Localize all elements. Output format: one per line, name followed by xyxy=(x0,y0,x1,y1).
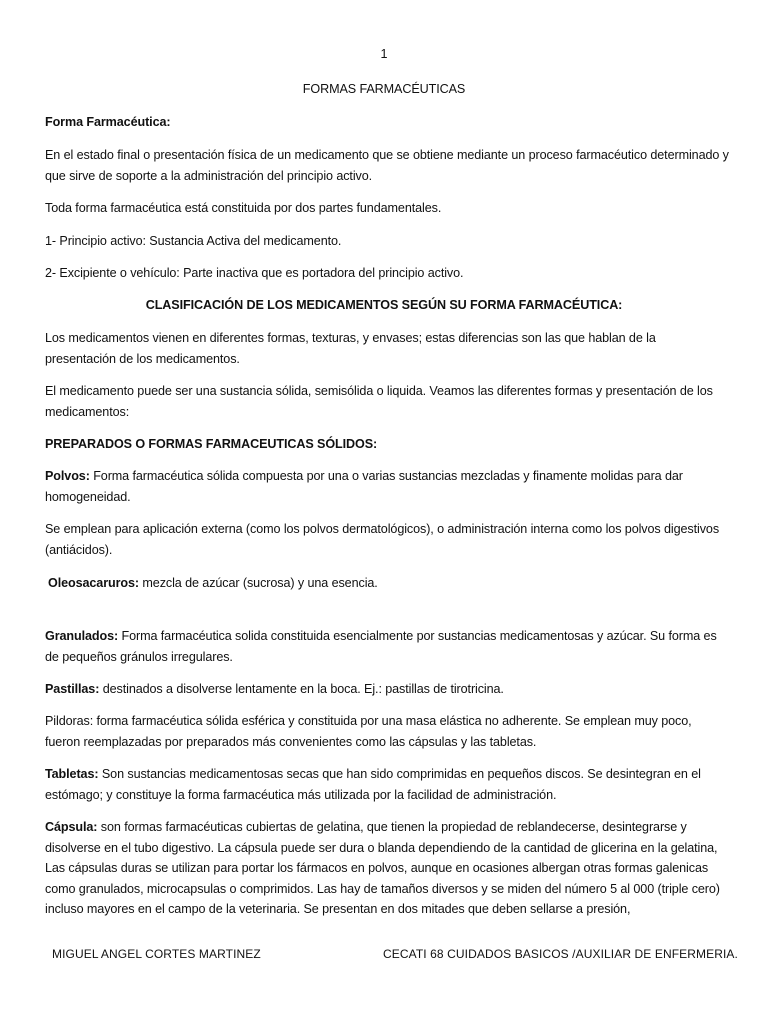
granulados-label: Granulados: xyxy=(45,629,119,643)
classification-heading: CLASIFICACIÓN DE LOS MEDICAMENTOS SEGÚN SU FORMA FARMACÉUTICA: xyxy=(145,298,623,312)
part-two: 2- Excipiente o vehículo: Parte inactiva que es portadora del principio activo. xyxy=(45,266,464,280)
pastillas-paragraph xyxy=(45,679,730,700)
capsula-paragraph xyxy=(45,817,730,920)
tabletas-text: Son sustancias medicamentosas secas que han sido comprimidas en pequeños discos. Se desintegran en el estómago; y constituye la forma farmacéutica más utilizada por la facilidad de administración. xyxy=(45,767,701,802)
parts-intro: Toda forma farmacéutica está constituida por dos partes fundamentales. xyxy=(45,201,442,215)
footer-author: MIGUEL ANGEL CORTES MARTINEZ xyxy=(52,947,261,961)
granulados-paragraph xyxy=(45,626,730,667)
page-number: 1 xyxy=(380,47,388,61)
tabletas-paragraph xyxy=(45,764,730,805)
polvos-paragraph xyxy=(45,466,730,507)
polvos-label: Polvos: xyxy=(45,469,90,483)
capsula-text: son formas farmacéuticas cubiertas de gelatina, que tienen la propiedad de reblandecerse, desintegrarse y disolverse en el tubo digestivo. La cápsula puede ser dura o blanda dependiendo de la cantidad de glicerina en la gelatina, Las cápsulas duras se utilizan para portar los fármacos en polvos, aunque en ocasiones albergan otras formas galenicas como granulados, microcapsulas o comprimidos. Las hay de tamaños diversos y se miden del número 5 al 000 (triple cero) incluso mayores en el campo de la veterinaria. Se presentan en dos mitades que deben sellarse a presión, xyxy=(45,820,720,916)
polvos-uses: Se emplean para aplicación externa (como los polvos dermatológicos), o administración interna como los polvos digestivos (antiácidos). xyxy=(45,522,720,557)
oleosacaruros-paragraph xyxy=(48,573,733,594)
pastillas-text: destinados a disolverse lentamente en la boca. Ej.: pastillas de tirotricina. xyxy=(99,682,504,696)
footer-institution: CECATI 68 CUIDADOS BASICOS /AUXILIAR DE ENFERMERIA. xyxy=(383,947,738,961)
definition-label: Forma Farmacéutica: xyxy=(45,115,171,129)
tabletas-label: Tabletas: xyxy=(45,767,99,781)
paragraph-forms: Los medicamentos vienen en diferentes formas, texturas, y envases; estas diferencias son las que hablan de la presentación de los medicamentos. xyxy=(45,331,656,366)
capsula-label: Cápsula: xyxy=(45,820,98,834)
pastillas-label: Pastillas: xyxy=(45,682,100,696)
definition-text: En el estado final o presentación física de un medicamento que se obtiene mediante un proceso farmacéutico determinado y que sirve de soporte a la administración del principio activo. xyxy=(45,148,729,183)
solids-heading: PREPARADOS O FORMAS FARMACEUTICAS SÓLIDOS: xyxy=(45,437,378,451)
part-one: 1- Principio activo: Sustancia Activa del medicamento. xyxy=(45,234,342,248)
pildoras-paragraph: Pildoras: forma farmacéutica sólida esférica y constituida por una masa elástica no adherente. Se emplean muy poco, fueron reemplazadas por preparados más convenientes como las cápsulas y las tabletas. xyxy=(45,714,692,749)
granulados-text: Forma farmacéutica solida constituida esencialmente por sustancias medicamentosas y azúcar. Su forma es de pequeños gránulos irregulares. xyxy=(45,629,717,664)
page-title: FORMAS FARMACÉUTICAS xyxy=(302,82,466,96)
paragraph-states: El medicamento puede ser una sustancia sólida, semisólida o liquida. Veamos las diferentes formas y presentación de los medicamentos: xyxy=(45,384,713,419)
oleosacaruros-label: Oleosacaruros: xyxy=(48,576,139,590)
polvos-text: Forma farmacéutica sólida compuesta por una o varias sustancias mezcladas y finamente molidas para dar homogeneidad. xyxy=(45,469,683,504)
oleosacaruros-text: mezcla de azúcar (sucrosa) y una esencia. xyxy=(139,576,378,590)
